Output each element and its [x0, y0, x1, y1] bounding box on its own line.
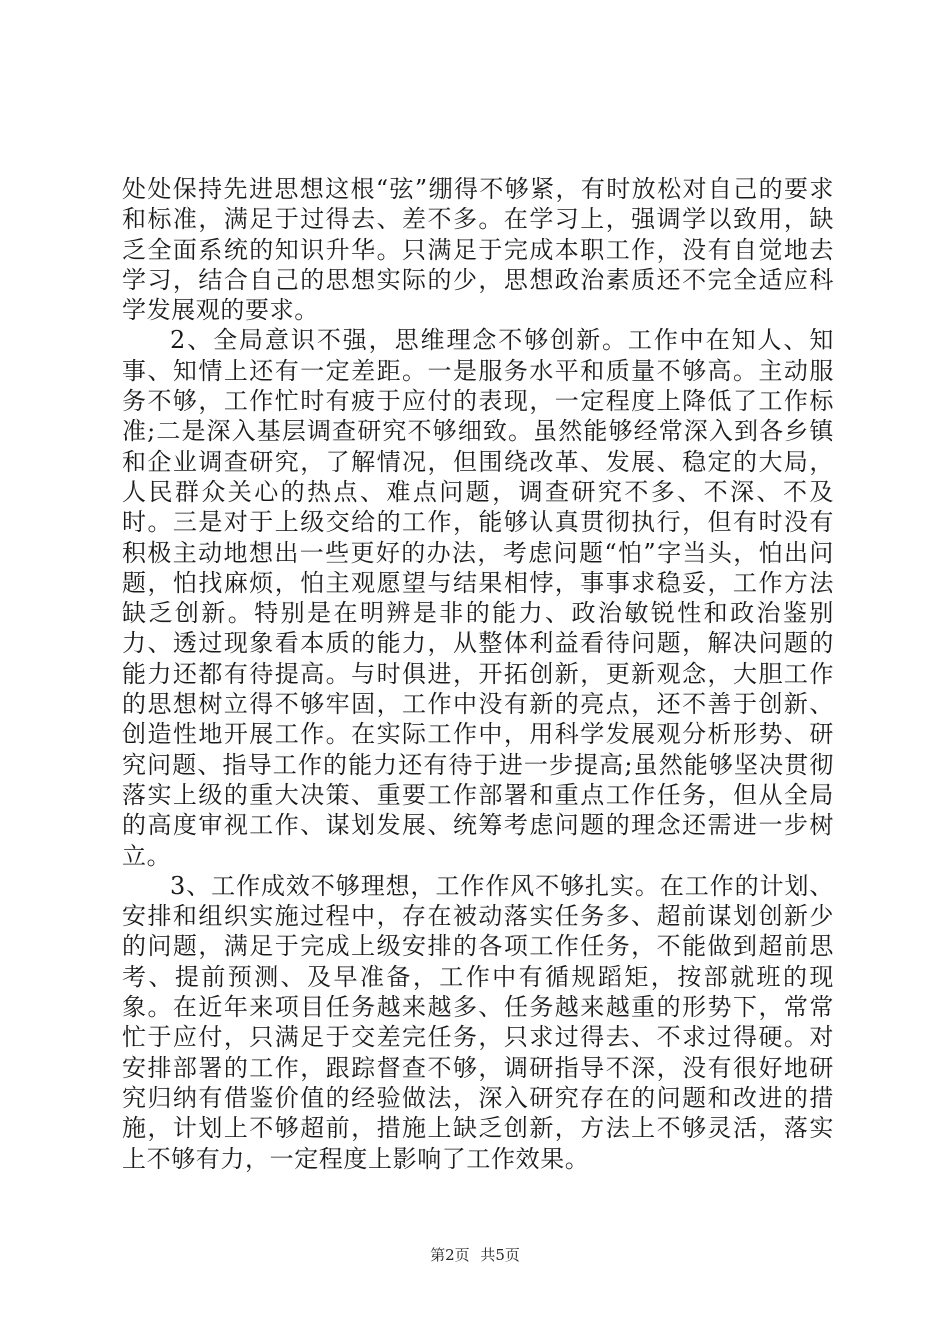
page-number: 第2页: [430, 1246, 470, 1264]
page-total: 共5页: [480, 1246, 520, 1264]
paragraph-2: 2、全局意识不强，思维理念不够创新。工作中在知人、知事、知情上还有一定差距。一是服务水平和质量不够高。主动服务不够，工作忙时有疲于应付的表现，一定程度上降低了工作标准;二是深入基层调查研究不够细致。虽然能够经常深入到各乡镇和企业调查研究，了解情况，但围绕改革、发展、稳定的大局，人民群众关心的热点、难点问题，调查研究不多、不深、不及时。三是对于上级交给的工作，能够认真贯彻执行，但有时没有积极主动地想出一些更好的办法，考虑问题“怕”字当头，怕出问题，怕找麻烦，怕主观愿望与结果相悖，事事求稳妥，工作方法缺乏创新。特别是在明辨是非的能力、政治敏锐性和政治鉴别力、透过现象看本质的能力，从整体利益看待问题，解决问题的能力还都有待提高。与时俱进，开拓创新，更新观念，大胆工作的思想树立得不够牢固，工作中没有新的亮点，还不善于创新、创造性地开展工作。在实际工作中，用科学发展观分析形势、研究问题、指导工作的能力还有待于进一步提高;虽然能够坚决贯彻落实上级的重大决策、重要工作部署和重点工作任务，但从全局的高度审视工作、谋划发展、统筹考虑问题的理念还需进一步树立。: [122, 326, 834, 870]
paragraph-3: 3、工作成效不够理想，工作作风不够扎实。在工作的计划、安排和组织实施过程中，存在被动落实任务多、超前谋划创新少的问题，满足于完成上级安排的各项工作任务，不能做到超前思考、提前预测、及早准备，工作中有循规蹈矩，按部就班的现象。在近年来项目任务越来越多、任务越来越重的形势下，常常忙于应付，只满足于交差完任务，只求过得去、不求过得硬。对安排部署的工作，跟踪督查不够，调研指导不深，没有很好地研究归纳有借鉴价值的经验做法，深入研究存在的问题和改进的措施，计划上不够超前，措施上缺乏创新，方法上不够灵活，落实上不够有力，一定程度上影响了工作效果。: [122, 871, 834, 1173]
paragraph-1: 处处保持先进思想这根“弦”绷得不够紧，有时放松对自己的要求和标准，满足于过得去、差不多。在学习上，强调学以致用，缺乏全面系统的知识升华。只满足于完成本职工作，没有自觉地去学习，结合自己的思想实际的少，思想政治素质还不完全适应科学发展观的要求。: [122, 175, 834, 325]
document-body: [122, 174, 834, 1174]
page-footer: [0, 1244, 950, 1265]
